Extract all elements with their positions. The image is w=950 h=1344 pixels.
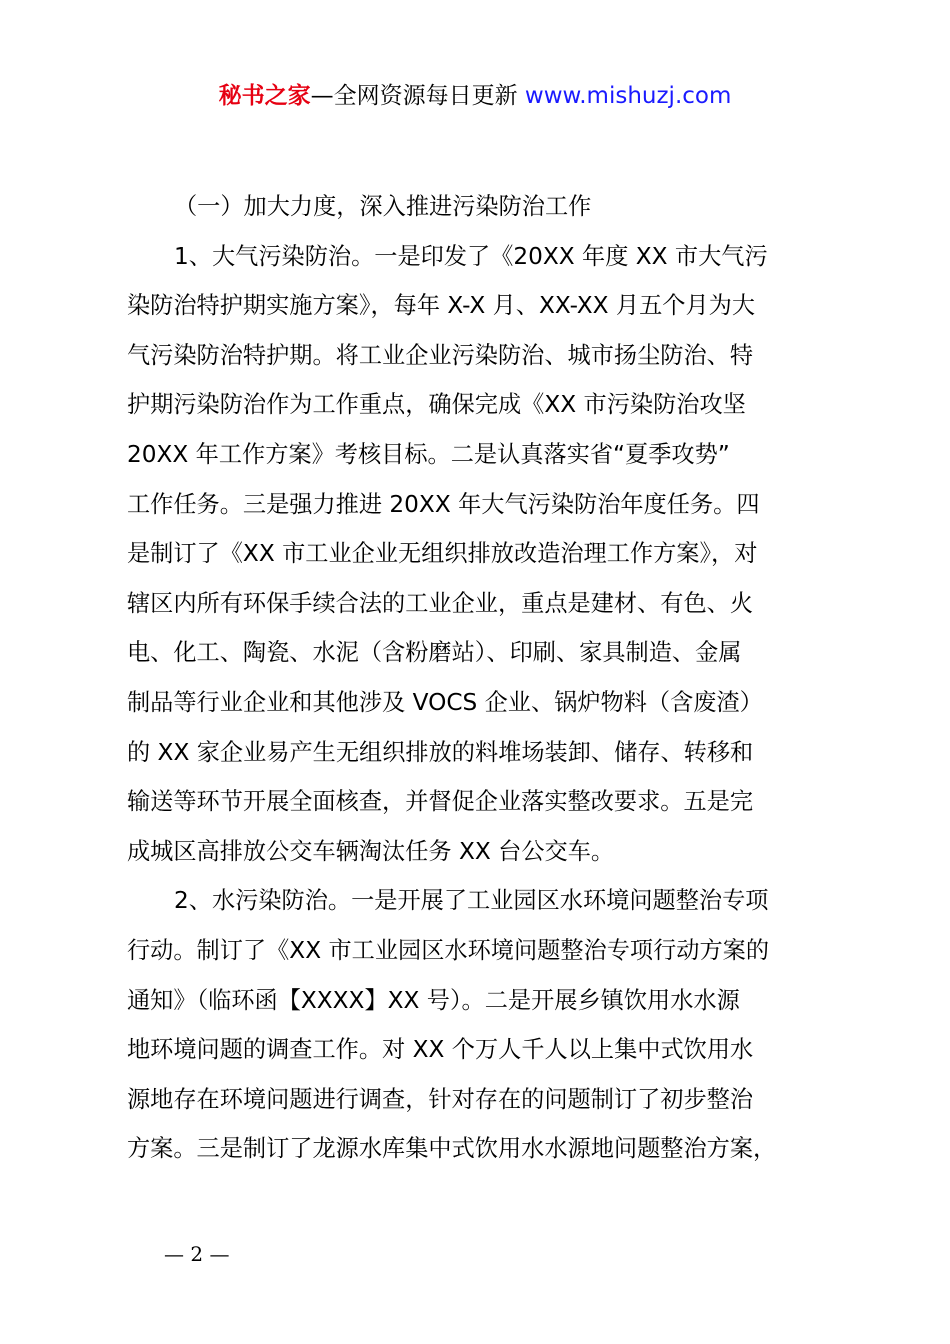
paragraph-line: 源地存在环境问题进行调查，针对存在的问题制订了初步整治 <box>127 1085 754 1113</box>
paragraph-line: 辖区内所有环保手续合法的工业企业，重点是建材、有色、火 <box>127 589 754 617</box>
site-url-link[interactable]: www.mishuzj.com <box>524 83 732 109</box>
paragraph-line: 电、化工、陶瓷、水泥（含粉磨站）、印刷、家具制造、金属 <box>127 639 742 667</box>
paragraph-line: 输送等环节开展全面核查，并督促企业落实整改要求。五是完 <box>127 788 754 816</box>
site-header <box>0 80 950 112</box>
paragraph-line: 是制订了《XX 市工业企业无组织排放改造治理工作方案》，对 <box>127 540 758 568</box>
paragraph-line: 20XX 年工作方案》考核目标。二是认真落实省“夏季攻势” <box>127 440 730 468</box>
paragraph-line: 制品等行业企业和其他涉及 VOCS 企业、锅炉物料（含废渣） <box>127 688 763 716</box>
paragraph-line: 工作任务。三是强力推进 20XX 年大气污染防治年度任务。四 <box>127 490 760 518</box>
paragraph-line: 行动。制订了《XX 市工业园区水环境问题整治专项行动方案的 <box>127 936 770 964</box>
brand-name: 秘书之家 <box>218 83 311 109</box>
paragraph-line: 染防治特护期实施方案》，每年 X-X 月、XX-XX 月五个月为大 <box>127 292 756 320</box>
paragraph-line: 通知》（临环函【XXXX】XX 号）。二是开展乡镇饮用水水源 <box>127 986 740 1014</box>
paragraph-line: 气污染防治特护期。将工业企业污染防治、城市扬尘防治、特 <box>127 341 754 369</box>
paragraph-line: 成城区高排放公交车辆淘汰任务 XX 台公交车。 <box>127 837 615 865</box>
paragraph-line: 的 XX 家企业易产生无组织排放的料堆场装卸、储存、转移和 <box>127 738 754 766</box>
paragraph-line: 2、水污染防治。一是开展了工业园区水环境问题整治专项 <box>174 887 769 915</box>
paragraph-line: 护期污染防治作为工作重点，确保完成《XX 市污染防治攻坚 <box>127 391 746 419</box>
section-heading: （一）加大力度，深入推进污染防治工作 <box>174 193 592 220</box>
paragraph-line: 方案。三是制订了龙源水库集中式饮用水水源地问题整治方案， <box>127 1135 777 1163</box>
document-body <box>127 182 839 1174</box>
header-tagline: —全网资源每日更新 <box>310 83 518 109</box>
paragraph-line: 1、大气污染防治。一是印发了《20XX 年度 XX 市大气污 <box>174 242 768 270</box>
paragraph-line: 地环境问题的调查工作。对 XX 个万人千人以上集中式饮用水 <box>127 1036 754 1064</box>
page-number: — 2 — <box>164 1242 230 1266</box>
